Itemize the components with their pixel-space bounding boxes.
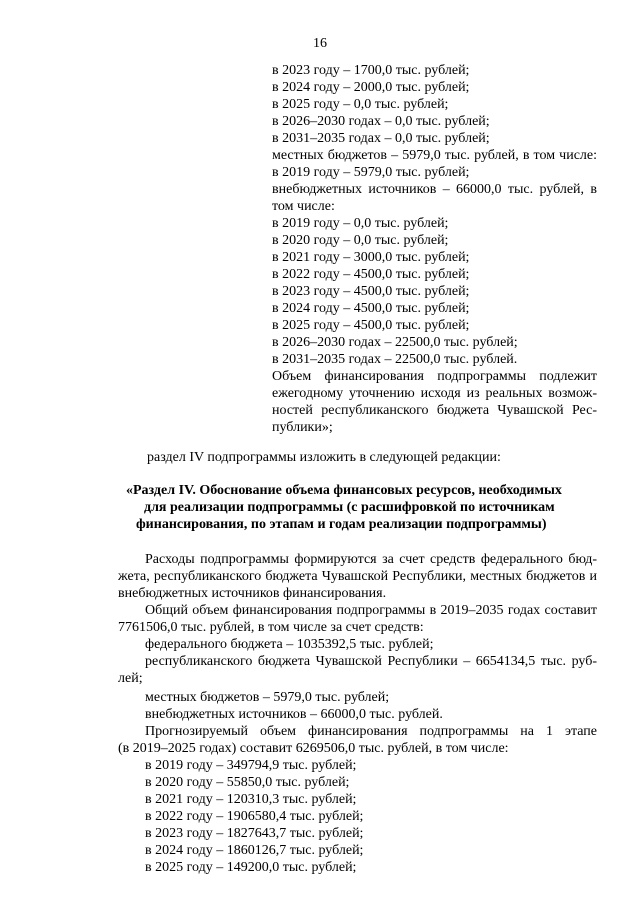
body-paragraph-line: местных бюджетов – 5979,0 тыс. рублей; — [145, 690, 390, 705]
year-funding-line: в 2019 году – 349794,9 тыс. рублей; — [145, 758, 357, 773]
body-paragraph-line: лей; — [118, 671, 143, 686]
right-column-line: в 2026–2030 годах – 22500,0 тыс. рублей; — [272, 335, 518, 350]
section-heading-line: «Раздел IV. Обоснование объема финансовых ресурсов, необходимых — [126, 483, 562, 498]
body-paragraph-line: 7761506,0 тыс. рублей, в том числе за счет средств: — [118, 620, 424, 635]
right-column-line: в 2025 году – 0,0 тыс. рублей; — [272, 97, 449, 112]
section-heading-line: финансирования, по этапам и годам реализации подпрограммы) — [136, 517, 547, 532]
right-column-line: в 2026–2030 годах – 0,0 тыс. рублей; — [272, 114, 490, 129]
right-column-line: в 2024 году – 4500,0 тыс. рублей; — [272, 301, 470, 316]
right-column-line: в 2031–2035 годах – 0,0 тыс. рублей; — [272, 131, 490, 146]
right-column-line: в 2019 году – 5979,0 тыс. рублей; — [272, 165, 470, 180]
year-funding-line: в 2024 году – 1860126,7 тыс. рублей; — [145, 843, 364, 858]
body-paragraph-line: Расходы подпрограммы формируются за счет средств федерального бюд- — [145, 552, 597, 567]
body-paragraph-line: Общий объем финансирования подпрограммы в 2019–2035 годах составит — [145, 603, 597, 618]
year-funding-line: в 2023 году – 1827643,7 тыс. рублей; — [145, 826, 364, 841]
section-heading-line: для реализации подпрограммы (с расшифровкой по источникам — [144, 500, 555, 515]
year-funding-line: в 2021 году – 120310,3 тыс. рублей; — [145, 792, 357, 807]
body-paragraph-line: республиканского бюджета Чувашской Республики – 6654134,5 тыс. руб- — [145, 654, 597, 669]
body-paragraph-line: внебюджетных источников финансирования. — [118, 586, 387, 601]
body-paragraph-line: (в 2019–2025 годах) составит 6269506,0 тыс. рублей, в том числе: — [118, 741, 509, 756]
right-column-line: ностей республиканского бюджета Чувашской Рес- — [272, 403, 597, 418]
right-column-line: в 2020 году – 0,0 тыс. рублей; — [272, 233, 449, 248]
right-column-line: внебюджетных источников – 66000,0 тыс. рублей, в — [272, 182, 597, 197]
right-column-line: в 2023 году – 4500,0 тыс. рублей; — [272, 284, 470, 299]
right-column-line: местных бюджетов – 5979,0 тыс. рублей, в том числе: — [272, 148, 597, 163]
right-column-line: том числе: — [272, 199, 335, 214]
year-funding-line: в 2020 году – 55850,0 тыс. рублей; — [145, 775, 350, 790]
right-column-line: в 2024 году – 2000,0 тыс. рублей; — [272, 80, 470, 95]
right-column-line: в 2019 году – 0,0 тыс. рублей; — [272, 216, 449, 231]
right-column-line: Объем финансирования подпрограммы подлежит — [272, 369, 597, 384]
body-paragraph-line: внебюджетных источников – 66000,0 тыс. рублей. — [145, 707, 443, 722]
right-column-line: в 2021 году – 3000,0 тыс. рублей; — [272, 250, 470, 265]
right-column-line: в 2023 году – 1700,0 тыс. рублей; — [272, 63, 470, 78]
year-funding-line: в 2022 году – 1906580,4 тыс. рублей; — [145, 809, 364, 824]
instruction-text: раздел IV подпрограммы изложить в следующей редакции: — [147, 450, 501, 465]
body-paragraph-line: жета, республиканского бюджета Чувашской Республики, местных бюджетов и — [118, 569, 597, 584]
right-column-line: в 2031–2035 годах – 22500,0 тыс. рублей. — [272, 352, 518, 367]
right-column-line: в 2022 году – 4500,0 тыс. рублей; — [272, 267, 470, 282]
page-number: 16 — [313, 36, 327, 51]
body-paragraph-line: Прогнозируемый объем финансирования подпрограммы на 1 этапе — [145, 724, 597, 739]
body-paragraph-line: федерального бюджета – 1035392,5 тыс. рублей; — [145, 637, 434, 652]
right-column-line: в 2025 году – 4500,0 тыс. рублей; — [272, 318, 470, 333]
year-funding-line: в 2025 году – 149200,0 тыс. рублей; — [145, 860, 357, 875]
right-column-line: ежегодному уточнению исходя из реальных возмож- — [272, 386, 597, 401]
right-column-line: публики»; — [272, 420, 333, 435]
